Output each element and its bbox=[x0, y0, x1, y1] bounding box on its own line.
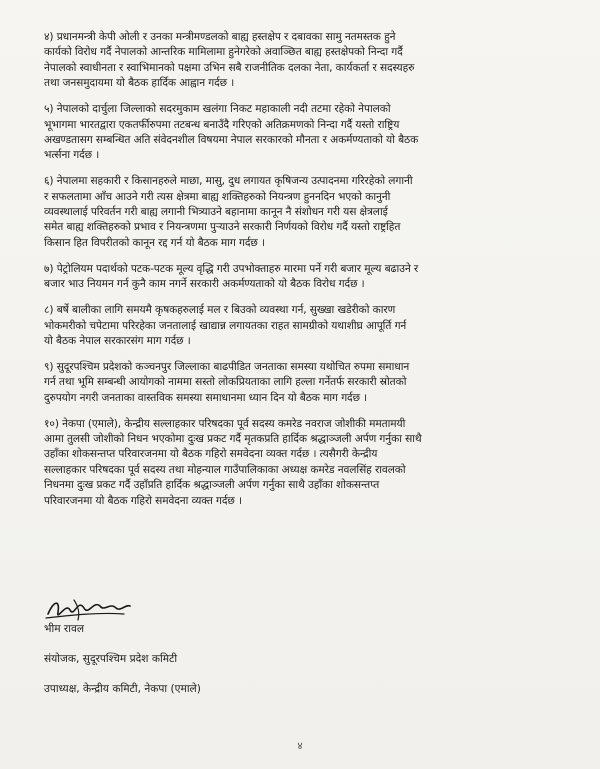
text-line: यो बैठक नेपाल सरकारसंग माग गर्दछ । bbox=[44, 334, 191, 347]
document-body bbox=[44, 30, 564, 519]
text-line: निधनमा दुःख प्रकट गर्दै उहाँप्रति हार्दिक श्रद्धाञ्जली अर्पण गर्नुका साथै उहाँका शोकसन्तप्त bbox=[44, 479, 380, 492]
text-line: तथा जनसमुदायमा यो बैठक हार्दिक आह्वान गर्दछ । bbox=[44, 77, 235, 90]
paragraph-8 bbox=[44, 303, 564, 349]
text-line: र सफलतामा आँच आउने गरी त्यस क्षेत्रमा बाह्य शक्तिहरुको नियन्त्रण हुननदिन भएको कानुनी bbox=[44, 190, 391, 203]
signer-role-vice-chair: उपाध्यक्ष, केन्द्रीय कमिटी, नेकपा (एमाले) bbox=[44, 683, 201, 695]
text-line: गर्न तथा भूमि सम्बन्धी आयोगको नाममा सस्तो लोकप्रियताका लागि हल्ला गर्नेतर्फ सरकारी स्रोतको bbox=[44, 376, 407, 389]
paragraph-10 bbox=[44, 417, 564, 509]
text-line: भूभागमा भारतद्वारा एकतर्फीरुपमा तटबन्ध बनाउँदै गरिएको अतिक्रमणको निन्दा गर्दै यस्तो राष्ट्रिय bbox=[44, 118, 400, 131]
text-line: ६) नेपालमा सहकारी र किसानहरुले माछा, मासु, दुध लगायत कृषिजन्य उत्पादनमा गरिरहेको लगानी bbox=[44, 175, 413, 188]
text-line: ९) सुदूरपश्चिम प्रदेशको कञ्चनपुर जिल्लाका बाढपीडित जनताका समस्या यथोचित रुपमा समाधान bbox=[44, 360, 410, 373]
text-line: उहाँका शोकसन्तप्त परिवारजनमा यो बैठक गहिरो समवेदना व्यक्त गर्दछ । त्यसैगरी केन्द्रीय bbox=[44, 448, 378, 461]
signer-role-coordinator: संयोजक, सुदूरपश्चिम प्रदेश कमिटी bbox=[44, 653, 178, 665]
text-line: आमा तुलसी जोशीको निधन भएकोमा दुःख प्रकट गर्दै मृतकप्रति हार्दिक श्रद्धाञ्जली अर्पण गर्नुका साथै bbox=[44, 432, 422, 445]
signature-block bbox=[44, 592, 304, 696]
text-line: किसान हित विपरीतको कानून रद्द गर्न यो बैठक माग गर्दछ । bbox=[44, 236, 265, 249]
text-line: व्यवस्थालाई परिवर्तन गरी बाह्य लगानी भित्र्याउने बहानामा कानून नै संशोधन गरी यस क्षेत्रलाई bbox=[44, 206, 388, 219]
text-line: परिवारजनमा यो बैठक गहिरो समवेदना व्यक्त गर्दछ । bbox=[44, 494, 242, 507]
text-line: सल्लाहकार परिषदका पूर्व सदस्य तथा मोहन्याल गाउँपालिकाका अध्यक्ष कमरेड नवलसिंह रावलको bbox=[44, 463, 406, 476]
text-line: १०) नेकपा (एमाले), केन्द्रीय सल्लाहकार परिषदका पूर्व सदस्य कमरेड नवराज जोशीकी ममतामयी bbox=[44, 417, 406, 430]
text-line: कार्यको विरोध गर्दै नेपालको आन्तरिक मामिलामा हुनेगरेको अवाञ्छित बाह्य हस्तक्षेपको निन्दा गर्दै bbox=[44, 46, 403, 59]
text-line: ७) पेट्रोलियम पदार्थको पटक-पटक मूल्य वृद्धि गरी उपभोक्ताहरु मारमा पर्ने गरी बजार मूल्य बढाउने र bbox=[44, 262, 419, 275]
signer-name: भीम रावल bbox=[44, 623, 85, 635]
paragraph-6 bbox=[44, 174, 564, 251]
text-line: अखण्डतासग सम्बन्धित अति संवेदनशील विषयमा नेपाल सरकारको मौनता र अकर्मण्यताको यो बैठक bbox=[44, 133, 419, 146]
text-line: ४) प्रधानमन्त्री केपी ओली र उनका मन्त्रीमण्डलको बाह्य हस्तक्षेप र दबावका सामु नतमस्तक हुने bbox=[44, 31, 396, 43]
text-line: समेत बाह्य शक्तिहरुको प्रभाव र नियन्त्रणमा पुर्‍याउने सरकारी निर्णयको विरोध गर्दै यस्तो राष्ट्रहित bbox=[44, 221, 401, 234]
paragraph-9 bbox=[44, 360, 564, 406]
text-line: बजार भाउ नियमन गर्न कुनै काम नगर्ने सरकारी अकर्मण्यताको यो बैठक विरोध गर्दछ । bbox=[44, 278, 365, 291]
page-number: ४ bbox=[297, 741, 303, 752]
text-line: भर्त्सना गर्दछ । bbox=[44, 149, 100, 162]
text-line: ८) बर्षे बालीका लागि समयमै कृषकहरुलाई मल र बिउको व्यवस्था गर्न, सुख्खा खडेरीको कारण bbox=[44, 304, 396, 317]
paragraph-4 bbox=[44, 30, 564, 92]
text-line: ५) नेपालको दार्चुला जिल्लाको सदरमुकाम खलंगा निकट महाकाली नदी तटमा रहेको नेपालको bbox=[44, 103, 391, 116]
paragraph-7 bbox=[44, 262, 564, 293]
text-line: दुरुपयोग नगरी जनताका वास्तविक समस्या समाधानमा ध्यान दिन यो बैठक माग गर्दछ । bbox=[44, 391, 368, 404]
paragraph-5 bbox=[44, 102, 564, 164]
text-line: नेपालको स्वाधीनता र स्वाभिमानको पक्षमा उभिन सबै राजनीतिक दलका नेता, कार्यकर्ता र सदस्यहरु bbox=[44, 61, 415, 74]
text-line: भोकमरीको चपेटामा परिरहेका जनतालाई खाद्यान्न लगायतका राहत सामग्रीको यथाशीघ्र आपूर्ति गर्न bbox=[44, 319, 407, 332]
